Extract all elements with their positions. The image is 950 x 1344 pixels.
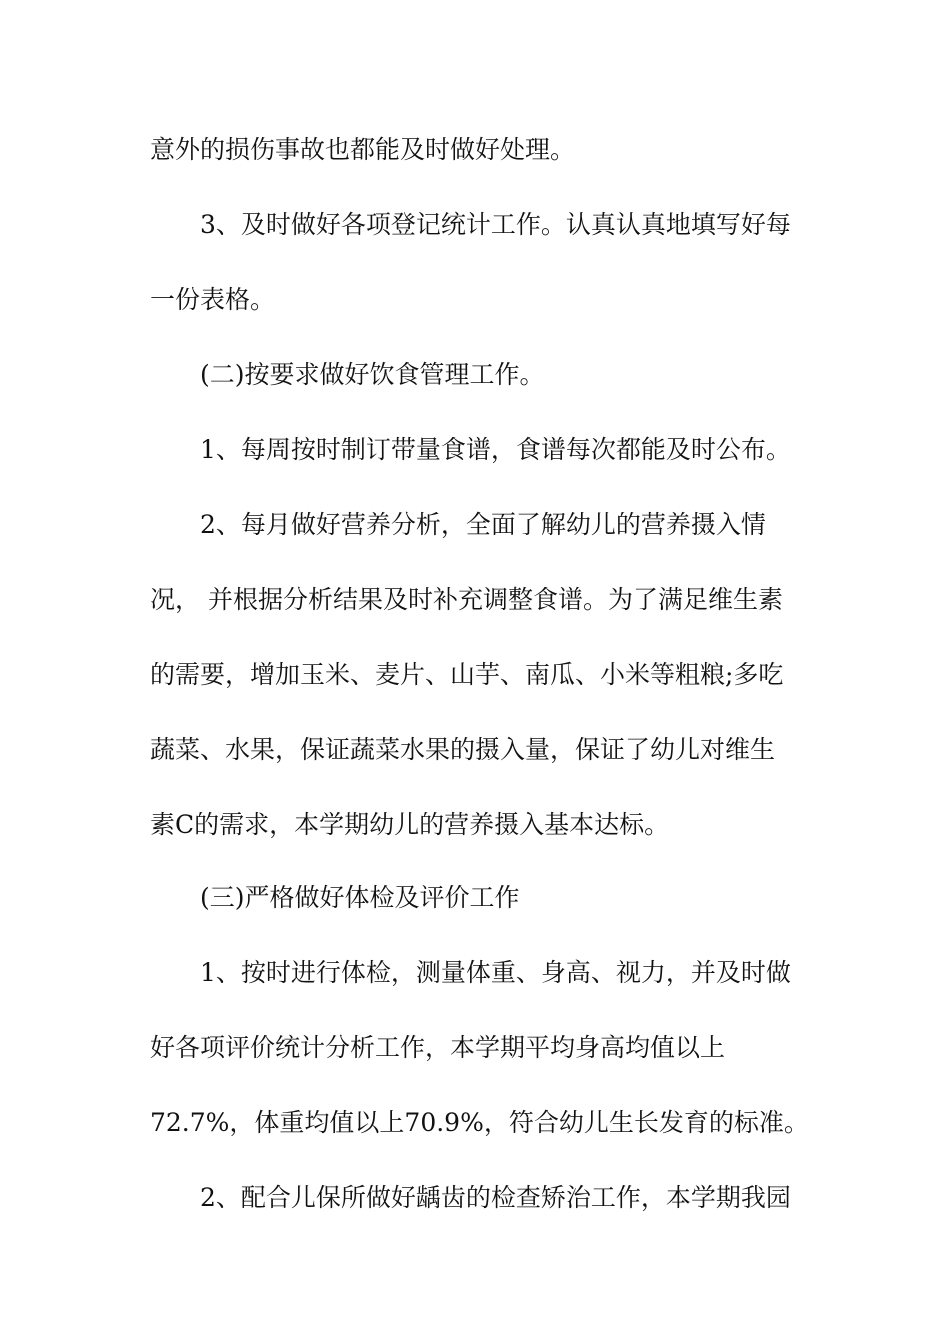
paragraph-line-3: 一份表格。 xyxy=(150,285,276,314)
paragraph-line-10: 素C的需求，本学期幼儿的营养摄入基本达标。 xyxy=(150,810,670,839)
paragraph-line-6: 2、每月做好营养分析，全面了解幼儿的营养摄入情 xyxy=(200,510,766,539)
section-heading-diet: (二)按要求做好饮食管理工作。 xyxy=(200,360,545,389)
paragraph-line-9: 蔬菜、水果，保证蔬菜水果的摄入量，保证了幼儿对维生 xyxy=(150,735,776,764)
paragraph-line-5: 1、每周按时制订带量食谱，食谱每次都能及时公布。 xyxy=(200,435,791,464)
paragraph-line-8: 的需要，增加玉米、麦片、山芋、南瓜、小米等粗粮;多吃 xyxy=(150,660,784,689)
paragraph-line-1: 意外的损伤事故也都能及时做好处理。 xyxy=(150,135,576,164)
paragraph-line-13: 好各项评价统计分析工作，本学期平均身高均值以上 xyxy=(150,1033,726,1062)
section-heading-checkup: (三)严格做好体检及评价工作 xyxy=(200,883,520,912)
paragraph-line-12: 1、按时进行体检，测量体重、身高、视力，并及时做 xyxy=(200,958,791,987)
paragraph-line-2: 3、及时做好各项登记统计工作。认真认真地填写好每 xyxy=(200,210,791,239)
paragraph-line-15: 2、配合儿保所做好龋齿的检查矫治工作，本学期我园 xyxy=(200,1183,791,1212)
paragraph-line-14: 72.7%，体重均值以上70.9%，符合幼儿生长发育的标准。 xyxy=(150,1108,809,1137)
paragraph-line-7: 况， 并根据分析结果及时补充调整食谱。为了满足维生素 xyxy=(150,585,783,614)
